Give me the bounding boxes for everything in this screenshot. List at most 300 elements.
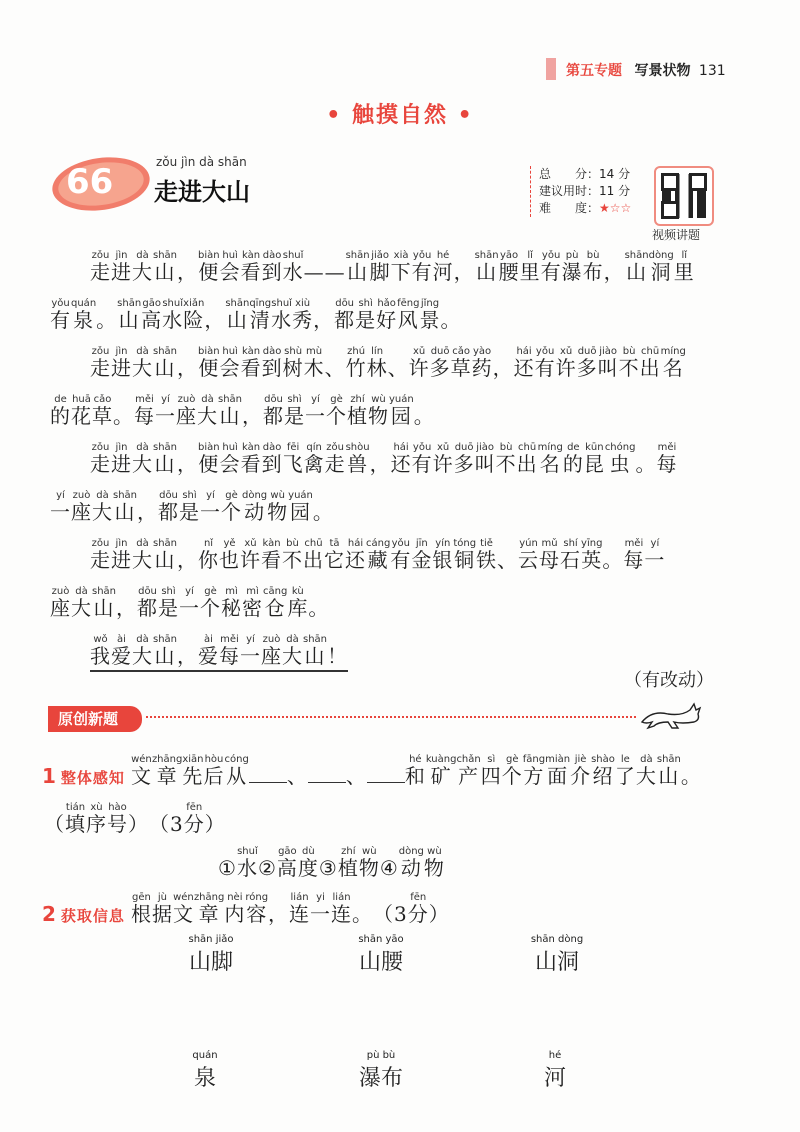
ruby-char: 序xù: [86, 802, 107, 836]
ruby-char: ，: [268, 902, 290, 926]
ruby-char: 脚jiǎo: [369, 250, 391, 284]
ruby-char: 山shān: [345, 250, 370, 284]
ruby-char: 山shān: [225, 298, 250, 332]
theme-title: • 触摸自然 •: [326, 103, 474, 128]
ruby-char: 不bù: [495, 442, 517, 476]
word-pinyin: shān jiǎo: [188, 934, 234, 945]
ruby-char: 是shì: [355, 298, 377, 332]
ruby-char: 会huì: [219, 442, 241, 476]
ruby-char: 许xǔ: [555, 346, 577, 380]
ruby-char: ！: [327, 644, 348, 668]
ruby-char: 许xǔ: [432, 442, 454, 476]
ruby-char: 分fēn: [407, 892, 429, 926]
ruby-char: 虫chóng: [604, 442, 636, 476]
ruby-char: ）: [128, 812, 149, 836]
ruby-char: 名míng: [537, 442, 563, 476]
ruby-char: 花huā: [71, 394, 92, 428]
passage-line: [90, 250, 695, 285]
section-label: 原创新题: [48, 706, 142, 732]
ruby-char: 兽shòu: [345, 442, 370, 476]
ruby-char: 密mì: [242, 586, 263, 620]
ruby-char: 高gāo: [141, 298, 163, 332]
ruby-char: 我wǒ: [90, 634, 111, 668]
ruby-char: 银yín: [432, 538, 454, 572]
ruby-char: 一yí: [644, 538, 666, 572]
ruby-char: 座zuò: [71, 490, 92, 524]
ruby-char: 有yǒu: [534, 346, 556, 380]
ruby-char: ，: [242, 404, 263, 428]
ruby-char: 昆kūn: [583, 442, 605, 476]
ruby-char: 云yún: [518, 538, 540, 572]
word-text: 瀑布: [358, 1066, 403, 1091]
ruby-char: 里lǐ: [673, 250, 695, 284]
ruby-char: 有yǒu: [411, 442, 433, 476]
ruby-char: 看kàn: [261, 538, 282, 572]
ruby-char: 山shān: [153, 346, 178, 380]
passage-line: [90, 346, 686, 381]
word-text: 山腰: [358, 950, 403, 975]
ruby-char: 、: [387, 356, 409, 380]
ruby-char: 有yǒu: [540, 250, 562, 284]
word-pinyin: hé: [548, 1050, 562, 1061]
ruby-char: 爱ài: [111, 634, 132, 668]
ruby-char: ①: [218, 856, 237, 880]
ruby-char: 进jìn: [111, 442, 132, 476]
ruby-char: 有yǒu: [50, 298, 71, 332]
ruby-char: 木mù: [303, 346, 325, 380]
ruby-char: 走zǒu: [90, 346, 111, 380]
ruby-char: 也yě: [219, 538, 240, 572]
ruby-char: 山shān: [117, 298, 142, 332]
ruby-char: 大dà: [132, 442, 153, 476]
ruby-char: 出chū: [639, 346, 661, 380]
ruby-char: 水shuǐ: [162, 298, 184, 332]
ruby-char: 有yǒu: [390, 538, 412, 572]
ruby-char: ，: [453, 260, 475, 284]
q2-text: [130, 892, 450, 926]
ruby-char: 库kù: [287, 586, 309, 620]
ruby-char: 章zhāng: [151, 754, 183, 788]
ruby-char: （3: [149, 812, 184, 836]
match-bottom-1[interactable]: [170, 1050, 240, 1092]
ruby-char: 树shù: [282, 346, 304, 380]
word-text: 山脚: [188, 950, 233, 975]
ruby-char: 爱ài: [198, 634, 219, 668]
ruby-char: 都dōu: [263, 394, 284, 428]
ruby-char: 出chū: [516, 442, 538, 476]
passage-line: [90, 538, 665, 573]
ruby-char: 四sì: [480, 754, 502, 788]
ruby-char: 到dào: [261, 250, 283, 284]
match-top-1[interactable]: [176, 934, 246, 976]
ruby-char: 文wén: [130, 754, 152, 788]
ruby-char: 你nǐ: [198, 538, 219, 572]
ruby-char: 大dà: [132, 346, 153, 380]
ruby-char: 山shān: [303, 634, 328, 668]
ruby-char: 先xiān: [182, 754, 204, 788]
ruby-char: 铁tiě: [476, 538, 498, 572]
ruby-char: 走zǒu: [90, 442, 111, 476]
ruby-char: 座zuò: [176, 394, 197, 428]
ruby-char: 每měi: [134, 394, 155, 428]
ruby-char: 母mǔ: [539, 538, 561, 572]
ruby-char: 章zhāng: [193, 892, 225, 926]
ruby-char: 山shān: [113, 490, 138, 524]
word-text: 河: [543, 1066, 566, 1091]
qr-corner: [661, 173, 679, 191]
ruby-char: 据jù: [151, 892, 173, 926]
ruby-char: 便biàn: [198, 250, 220, 284]
match-bottom-2[interactable]: [346, 1050, 416, 1092]
ruby-char: 多duō: [453, 442, 475, 476]
ruby-char: ，: [137, 500, 158, 524]
ruby-char: 水shuǐ: [236, 846, 258, 880]
passage-line: [50, 298, 462, 333]
closing-line: [90, 634, 348, 672]
ruby-char: ，: [177, 548, 198, 572]
q1-post: [404, 754, 702, 788]
match-bottom-3[interactable]: [520, 1050, 590, 1092]
answer-blank[interactable]: [367, 764, 405, 783]
ruby-char: 和hé: [404, 754, 426, 788]
ruby-char: 山shān: [218, 394, 243, 428]
dotted-divider: [146, 716, 636, 718]
lesson-title-pinyin: zǒu jìn dà shān: [156, 155, 247, 169]
difficulty: [539, 200, 659, 217]
page-header: [566, 60, 726, 80]
ruby-char: 大dà: [132, 250, 153, 284]
word-pinyin: quán: [192, 1050, 218, 1061]
ruby-char: 连lián: [331, 892, 353, 926]
ruby-char: 高gāo: [276, 846, 298, 880]
qr-corner: [689, 173, 707, 191]
ruby-char: 里lǐ: [519, 250, 541, 284]
ruby-char: ，: [313, 308, 335, 332]
ruby-char: ）: [428, 902, 450, 926]
answer-blank[interactable]: [308, 764, 346, 783]
ruby-char: 、: [324, 356, 346, 380]
question-number: 1: [42, 764, 57, 788]
ruby-char: 下xià: [390, 250, 412, 284]
ruby-char: 它tā: [324, 538, 345, 572]
ruby-char: 文wén: [172, 892, 194, 926]
ruby-char: ——: [303, 260, 346, 284]
ruby-char: 险xiǎn: [183, 298, 205, 332]
ruby-char: 进jìn: [111, 538, 132, 572]
ruby-char: 号hào: [107, 802, 128, 836]
ruby-char: 园yuán: [288, 490, 313, 524]
ruby-char: 看kàn: [240, 346, 262, 380]
ruby-char: 个gè: [221, 490, 242, 524]
ruby-char: 腰yāo: [498, 250, 520, 284]
ruby-char: 布bù: [582, 250, 604, 284]
ruby-char: 还hái: [390, 442, 412, 476]
cat-icon: [638, 700, 704, 730]
ruby-char: 水shuǐ: [282, 250, 304, 284]
ruby-char: 一yí: [305, 394, 326, 428]
ruby-char: 的de: [50, 394, 71, 428]
ruby-char: 多duō: [576, 346, 598, 380]
ruby-char: 大dà: [197, 394, 218, 428]
ruby-char: 山shān: [153, 442, 178, 476]
question-tag: 获取信息: [60, 907, 125, 925]
ruby-char: 许xǔ: [408, 346, 430, 380]
word-text: 山洞: [534, 950, 579, 975]
ruby-char: 藏cáng: [366, 538, 391, 572]
total-score: 总 分：14 分: [539, 167, 631, 181]
ruby-char: 进jìn: [111, 250, 132, 284]
ruby-char: 到dào: [261, 346, 283, 380]
passage-line: [50, 394, 435, 429]
ruby-char: 。: [602, 548, 624, 572]
ruby-char: 景jǐng: [419, 298, 441, 332]
ruby-char: 药yào: [471, 346, 493, 380]
ruby-char: 竹zhú: [345, 346, 367, 380]
difficulty-label: 难 度：: [539, 201, 600, 215]
ruby-char: 大dà: [92, 490, 113, 524]
ruby-char: ，: [177, 644, 198, 668]
passage-line: [50, 490, 334, 525]
ruby-char: ）: [204, 812, 226, 836]
ruby-char: 。: [96, 308, 118, 332]
page-number: 131: [698, 63, 726, 79]
ruby-char: ，: [177, 356, 198, 380]
ruby-char: 草cǎo: [92, 394, 113, 428]
ruby-char: ②: [257, 856, 277, 880]
ruby-char: 面miàn: [545, 754, 571, 788]
video-label: 视频讲题: [652, 228, 701, 242]
closing-line-wrap: [90, 634, 348, 669]
ruby-char: 走zǒu: [324, 442, 346, 476]
ruby-char: ④: [379, 856, 399, 880]
ruby-char: 金jīn: [411, 538, 433, 572]
ruby-char: 风fēng: [397, 298, 420, 332]
word-text: 泉: [193, 1066, 216, 1091]
q1-score: [44, 802, 226, 837]
ruby-char: ，: [492, 356, 514, 380]
ruby-char: ，: [116, 596, 137, 620]
ruby-char: 度dù: [297, 846, 319, 880]
ruby-char: 草cǎo: [450, 346, 472, 380]
section-title: 第五专题: [566, 63, 622, 79]
ruby-char: 一yí: [179, 586, 200, 620]
ruby-char: 好hǎo: [376, 298, 398, 332]
ruby-char: 出chū: [303, 538, 324, 572]
ruby-char: 叫jiào: [597, 346, 619, 380]
question-number: 2: [42, 902, 57, 926]
ruby-char: 不bù: [282, 538, 303, 572]
ruby-char: 一yí: [50, 490, 71, 524]
ruby-char: 都dōu: [137, 586, 158, 620]
ruby-char: 是shì: [284, 394, 305, 428]
ruby-char: 会huì: [219, 250, 241, 284]
ruby-char: 进jìn: [111, 346, 132, 380]
ruby-char: 仓cāng: [263, 586, 288, 620]
ruby-char: 方fāng: [522, 754, 546, 788]
qr-code-icon[interactable]: [654, 166, 714, 226]
ruby-char: （: [44, 812, 65, 836]
ruby-char: 大dà: [71, 586, 92, 620]
ruby-char: 有yǒu: [411, 250, 433, 284]
separator: 、: [286, 764, 308, 788]
ruby-char: 、: [497, 548, 519, 572]
ruby-char: 从cóng: [224, 754, 249, 788]
info-box: [530, 166, 659, 217]
answer-blank[interactable]: [249, 764, 287, 783]
ruby-char: 物wù: [368, 394, 389, 428]
ruby-char: 填tián: [65, 802, 86, 836]
ruby-char: 大dà: [635, 754, 657, 788]
word-pinyin: shān dòng: [530, 934, 584, 945]
suggested-time: 建议用时：11 分: [539, 184, 631, 198]
ruby-char: 植zhí: [337, 846, 359, 880]
ruby-char: 便biàn: [198, 442, 220, 476]
word-pinyin: shān yāo: [358, 934, 404, 945]
ruby-char: 。: [312, 500, 334, 524]
ruby-char: 名míng: [660, 346, 686, 380]
ruby-char: 的de: [562, 442, 584, 476]
ruby-char: 大dà: [132, 538, 153, 572]
subject-title: 写景状物: [634, 63, 691, 79]
ruby-char: 园yuán: [389, 394, 414, 428]
ruby-char: 每měi: [623, 538, 645, 572]
question-2: [42, 892, 450, 927]
q1-options: [218, 846, 445, 881]
lesson-title: 走进大山: [154, 178, 250, 206]
ruby-char: 还hái: [345, 538, 366, 572]
ruby-char: 一yí: [200, 490, 221, 524]
ruby-char: 物wù: [358, 846, 380, 880]
question-tag: 整体感知: [60, 769, 125, 787]
ruby-char: 介jiè: [570, 754, 592, 788]
ruby-char: ③: [318, 856, 338, 880]
ruby-char: 泉quán: [71, 298, 97, 332]
ruby-char: 看kàn: [240, 250, 262, 284]
ruby-char: 矿kuàng: [425, 754, 457, 788]
ruby-char: 山shān: [624, 250, 649, 284]
ruby-char: 植zhí: [347, 394, 368, 428]
ruby-char: 许xǔ: [240, 538, 261, 572]
ruby-char: ，: [177, 452, 198, 476]
ruby-char: ，: [177, 260, 198, 284]
ruby-char: 绍shào: [591, 754, 615, 788]
ruby-char: 。: [113, 404, 134, 428]
ruby-char: 一yí: [155, 394, 176, 428]
ruby-char: 多duō: [429, 346, 451, 380]
ruby-char: 会huì: [219, 346, 241, 380]
ruby-char: 物wù: [267, 490, 289, 524]
ruby-char: 。: [413, 404, 435, 428]
ruby-char: 禽qín: [303, 442, 325, 476]
ruby-char: 洞dòng: [648, 250, 674, 284]
ruby-char: 看kàn: [240, 442, 262, 476]
ruby-char: 个gè: [200, 586, 221, 620]
ruby-char: 大dà: [132, 634, 153, 668]
word-pinyin: pù bù: [366, 1050, 396, 1061]
ruby-char: 了le: [614, 754, 636, 788]
ruby-char: 每měi: [219, 634, 240, 668]
passage-line: [90, 442, 677, 477]
ruby-char: 河hé: [432, 250, 454, 284]
ruby-char: 。: [440, 308, 462, 332]
ruby-char: 林lín: [366, 346, 388, 380]
ruby-char: 铜tóng: [453, 538, 477, 572]
ruby-char: 大dà: [282, 634, 303, 668]
ruby-char: 是shì: [179, 490, 200, 524]
ruby-char: 山shān: [474, 250, 499, 284]
ruby-char: （3: [373, 902, 408, 926]
ruby-char: 。: [680, 764, 702, 788]
ruby-char: 个gè: [326, 394, 347, 428]
ruby-char: 山shān: [656, 754, 681, 788]
ruby-char: 座zuò: [261, 634, 282, 668]
ruby-char: 。: [308, 596, 330, 620]
ruby-char: 根gēn: [130, 892, 152, 926]
ruby-char: 山shān: [153, 538, 178, 572]
ruby-char: ，: [369, 452, 391, 476]
ruby-char: ，: [603, 260, 625, 284]
match-top-3[interactable]: [522, 934, 592, 976]
ruby-char: 座zuò: [50, 586, 71, 620]
ruby-char: 都dōu: [158, 490, 179, 524]
ruby-char: 是shì: [158, 586, 179, 620]
ruby-char: 便biàn: [198, 346, 220, 380]
ruby-char: 英yīng: [581, 538, 603, 572]
header-accent: [546, 58, 556, 80]
ruby-char: 一yí: [240, 634, 261, 668]
ruby-char: 产chǎn: [456, 754, 481, 788]
ruby-char: 清qīng: [249, 298, 272, 332]
ruby-char: 水shuǐ: [271, 298, 293, 332]
ruby-char: 动dòng: [398, 846, 424, 880]
q1-pre: [130, 754, 249, 788]
ruby-char: 物wù: [423, 846, 445, 880]
source-note: （有改动）: [624, 670, 714, 691]
ruby-char: 个gè: [501, 754, 523, 788]
ruby-char: 。: [635, 452, 657, 476]
lesson-number: 66: [66, 162, 114, 202]
ruby-char: 动dòng: [242, 490, 268, 524]
qr-corner: [661, 201, 679, 219]
match-top-2[interactable]: [346, 934, 416, 976]
ruby-char: 都dōu: [334, 298, 356, 332]
ruby-char: 不bù: [618, 346, 640, 380]
ruby-char: 还hái: [513, 346, 535, 380]
ruby-char: 走zǒu: [90, 538, 111, 572]
ruby-char: 山shān: [92, 586, 117, 620]
passage-line: [50, 586, 329, 621]
ruby-char: 瀑pù: [561, 250, 583, 284]
ruby-char: 一yi: [310, 892, 332, 926]
difficulty-stars: ★☆☆: [599, 201, 632, 215]
ruby-char: 。: [352, 902, 374, 926]
ruby-char: ，: [204, 308, 226, 332]
ruby-char: 秘mì: [221, 586, 242, 620]
question-1: [42, 754, 702, 789]
ruby-char: 叫jiào: [474, 442, 496, 476]
ruby-char: 后hòu: [203, 754, 225, 788]
ruby-char: 连lián: [289, 892, 311, 926]
ruby-char: 飞fēi: [282, 442, 304, 476]
ruby-char: 石shí: [560, 538, 582, 572]
ruby-char: 内nèi: [224, 892, 246, 926]
ruby-char: 到dào: [261, 442, 283, 476]
ruby-char: 分fēn: [183, 802, 205, 836]
ruby-char: 走zǒu: [90, 250, 111, 284]
ruby-char: 秀xiù: [292, 298, 314, 332]
ruby-char: 山shān: [153, 250, 178, 284]
ruby-char: 山shān: [153, 634, 178, 668]
